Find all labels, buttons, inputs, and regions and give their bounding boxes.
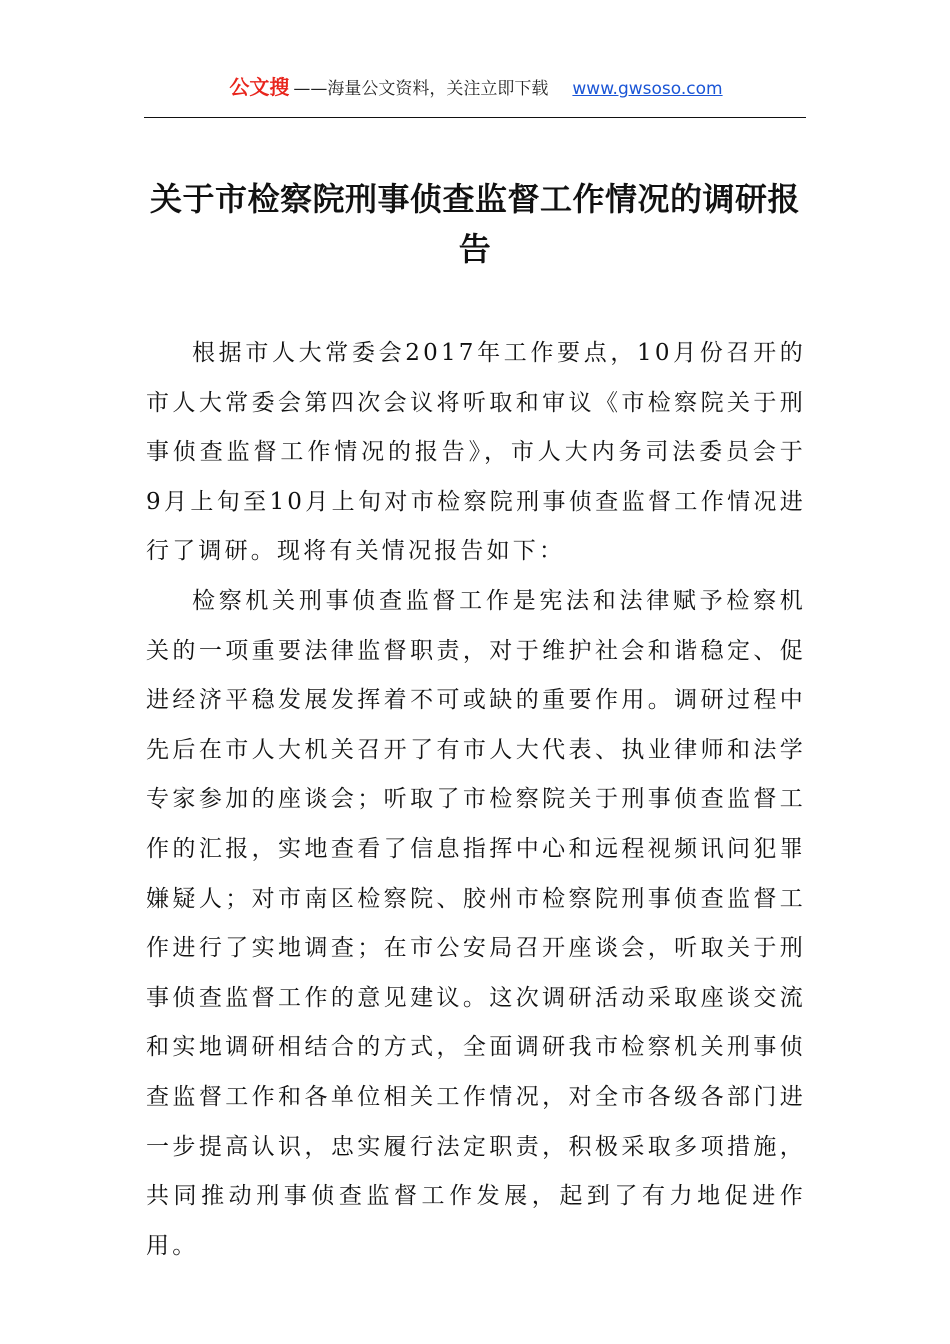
website-link[interactable]: www.gwsoso.com	[572, 79, 723, 99]
brand-logo-text: 公文搜	[229, 75, 290, 99]
paragraph-intro: 根据市人大常委会2017年工作要点，10月份召开的市人大常委会第四次会议将听取和审议《市检察院关于刑事侦查监督工作情况的报告》，市人大内务司法委员会于9月上旬至10月上旬对市检察院刑事侦查监督工作情况进行了调研。现将有关情况报告如下：	[146, 340, 806, 565]
header-divider	[144, 117, 806, 118]
document-title: 关于市检察院刑事侦查监督工作情况的调研报告	[149, 180, 800, 268]
paragraph-overview: 检察机关刑事侦查监督工作是宪法和法律赋予检察机关的一项重要法律监督职责，对于维护社会和谐稳定、促进经济平稳发展发挥着不可或缺的重要作用。调研过程中先后在市人大机关召开了有市人大代表、执业律师和法学专家参加的座谈会；听取了市检察院关于刑事侦查监督工作的汇报，实地查看了信息指挥中心和远程视频讯问犯罪嫌疑人；对市南区检察院、胶州市检察院刑事侦查监督工作进行了实地调查；在市公安局召开座谈会，听取关于刑事侦查监督工作的意见建议。这次调研活动采取座谈交流和实地调研相结合的方式，全面调研我市检察机关刑事侦查监督工作和各单位相关工作情况，对全市各级各部门进一步提高认识，忠实履行法定职责，积极采取多项措施，共同推动刑事侦查监督工作发展，起到了有力地促进作用。	[146, 587, 806, 1259]
page-header	[146, 70, 806, 104]
header-slogan: ——海量公文资料，关注立即下载	[293, 79, 549, 99]
document-body	[146, 329, 806, 1271]
